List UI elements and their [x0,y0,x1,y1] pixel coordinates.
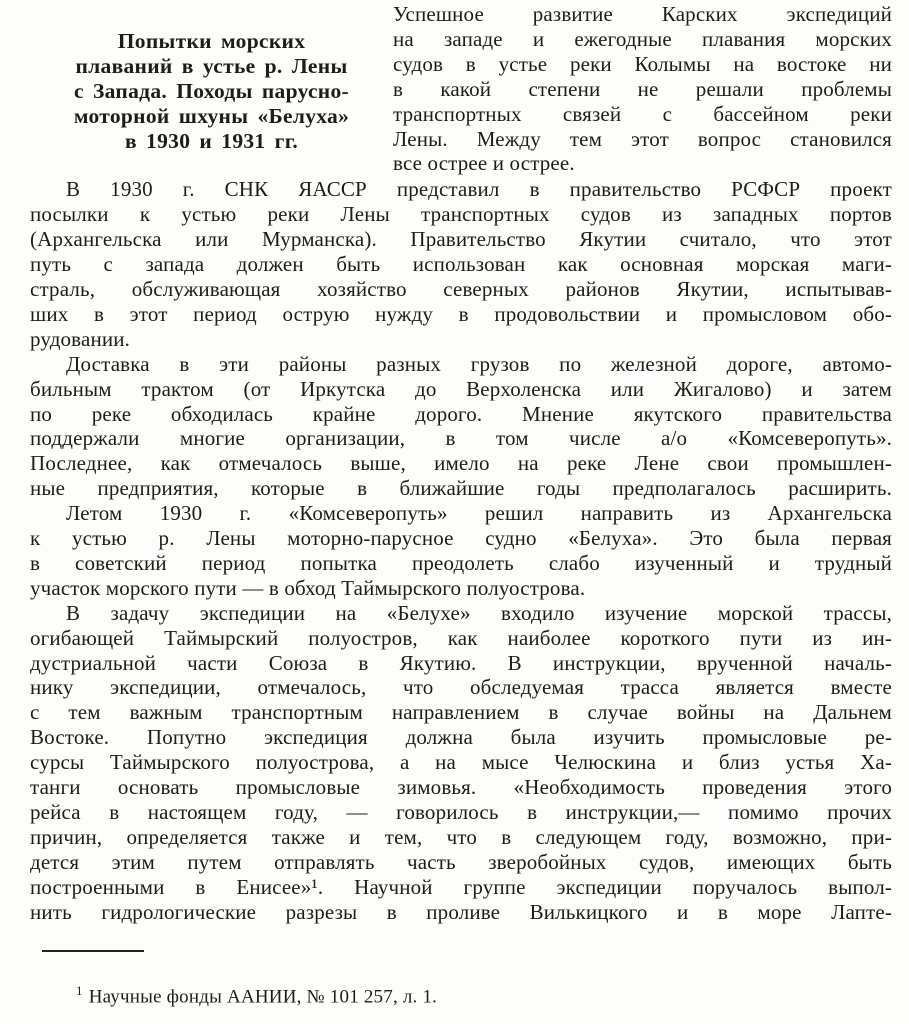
text-line: нику экспедиции, отмечалось, что обследуемая трасса является вместе [30,675,892,700]
paragraph-2 [30,352,892,501]
text-line: плаваний в устье р. Лены [75,53,348,78]
text-line: в советский период попытка преодолеть слабо изученный и трудный [30,550,892,575]
text-line: посылки к устью реки Лены транспортных судов из западных портов [30,202,892,227]
footnote [30,979,892,1008]
text-line: в 1930 и 1931 гг. [124,128,299,153]
text-line: дется этим путем отправлять часть зверобойных судов, имеющих быть [30,849,892,874]
text-line: ные предприятия, которые в ближайшие годы предполагалось расширить. [30,476,892,501]
text-line: причин, определяется также и тем, что в следующем году, возможно, при- [30,824,892,849]
text-line: с тем важным транспортным направлением в случае войны на Дальнем [30,700,892,725]
text-line: поддержали многие организации, в том числе а/о «Комсеверопуть». [30,426,892,451]
text-line: нить гидрологические разрезы в проливе Вилькицкого и в море Лапте- [30,899,892,924]
text-line: судов в устье реки Колымы на востоке ни [393,51,892,76]
text-line: В 1930 г. СНК ЯАССР представил в правительство РСФСР проект [66,177,892,202]
text-line: с Запада. Походы парусно- [73,78,350,103]
text-line: Попытки морских [117,29,306,53]
text-line: Последнее, как отмечалось выше, имело на реке Лене свои промышлен- [30,451,892,476]
text-line: рудовании. [30,326,131,351]
text-line: Востоке. Попутно экспедиция должна была изучить промысловые ре- [30,725,892,750]
footnote-marker: 1 [76,982,83,998]
paragraph-4 [30,601,892,925]
footnote-text: Научные фонды ААНИИ, № 101 257, л. 1. [88,985,438,1007]
footnote-divider [42,950,144,952]
intro-paragraph [393,2,892,176]
text-line: участок морского пути — в обход Таймырского полуострова. [30,575,586,600]
body-text [30,177,892,924]
top-section [30,2,892,176]
text-line: Доставка в эти районы разных грузов по железной дороге, автомо- [66,351,892,376]
chapter-heading [30,2,393,154]
text-line: построенными в Енисее»¹. Научной группе экспедиции поручалось выпол- [30,874,892,899]
text-line: танги основать промысловые зимовья. «Необходимость проведения этого [30,775,892,800]
text-line: по реке обходилась крайне дорого. Мнение якутского правительства [30,401,892,426]
text-line: сурсы Таймырского полуострова, а на мысе Челюскина и близ устья Ха- [30,750,892,775]
text-line: (Архангельска или Мурманска). Правительство Якутии считало, что этот [30,227,892,252]
text-line: дустриальной части Союза в Якутию. В инструкции, врученной началь- [30,650,892,675]
paragraph-3 [30,501,892,601]
text-line: Успешное развитие Карских экспедиций [393,2,892,26]
text-line: все острее и острее. [393,151,575,176]
text-line: бильным трактом (от Иркутска до Верхоленска или Жигалово) и затем [30,376,892,401]
text-line: транспортных связей с бассейном реки [393,101,892,126]
text-line: к устью р. Лены моторно-парусное судно «Белуха». Это была первая [30,526,892,551]
text-line: ших в этот период острую нужду в продовольствии и промысловом обо- [30,301,892,326]
text-line: страль, обслуживающая хозяйство северных районов Якутии, испытывав- [30,276,892,301]
text-line: Лены. Между тем этот вопрос становился [393,126,892,151]
text-line: в какой степени не решали проблемы [393,76,892,101]
text-line: на западе и ежегодные плавания морских [393,26,892,51]
text-line: В задачу экспедиции на «Белухе» входило изучение морской трассы, [66,600,892,625]
text-line: моторной шхуны «Белуха» [73,103,350,128]
text-line: путь с запада должен быть использован как основная морская маги- [30,252,892,277]
text-line: Летом 1930 г. «Комсеверопуть» решил направить из Архангельска [66,501,892,526]
paragraph-1 [30,177,892,351]
text-line: огибающей Таймырский полуостров, как наиболее короткого пути из ин- [30,625,892,650]
text-line: рейса в настоящем году, — говорилось в инструкции,— помимо прочих [30,800,892,824]
